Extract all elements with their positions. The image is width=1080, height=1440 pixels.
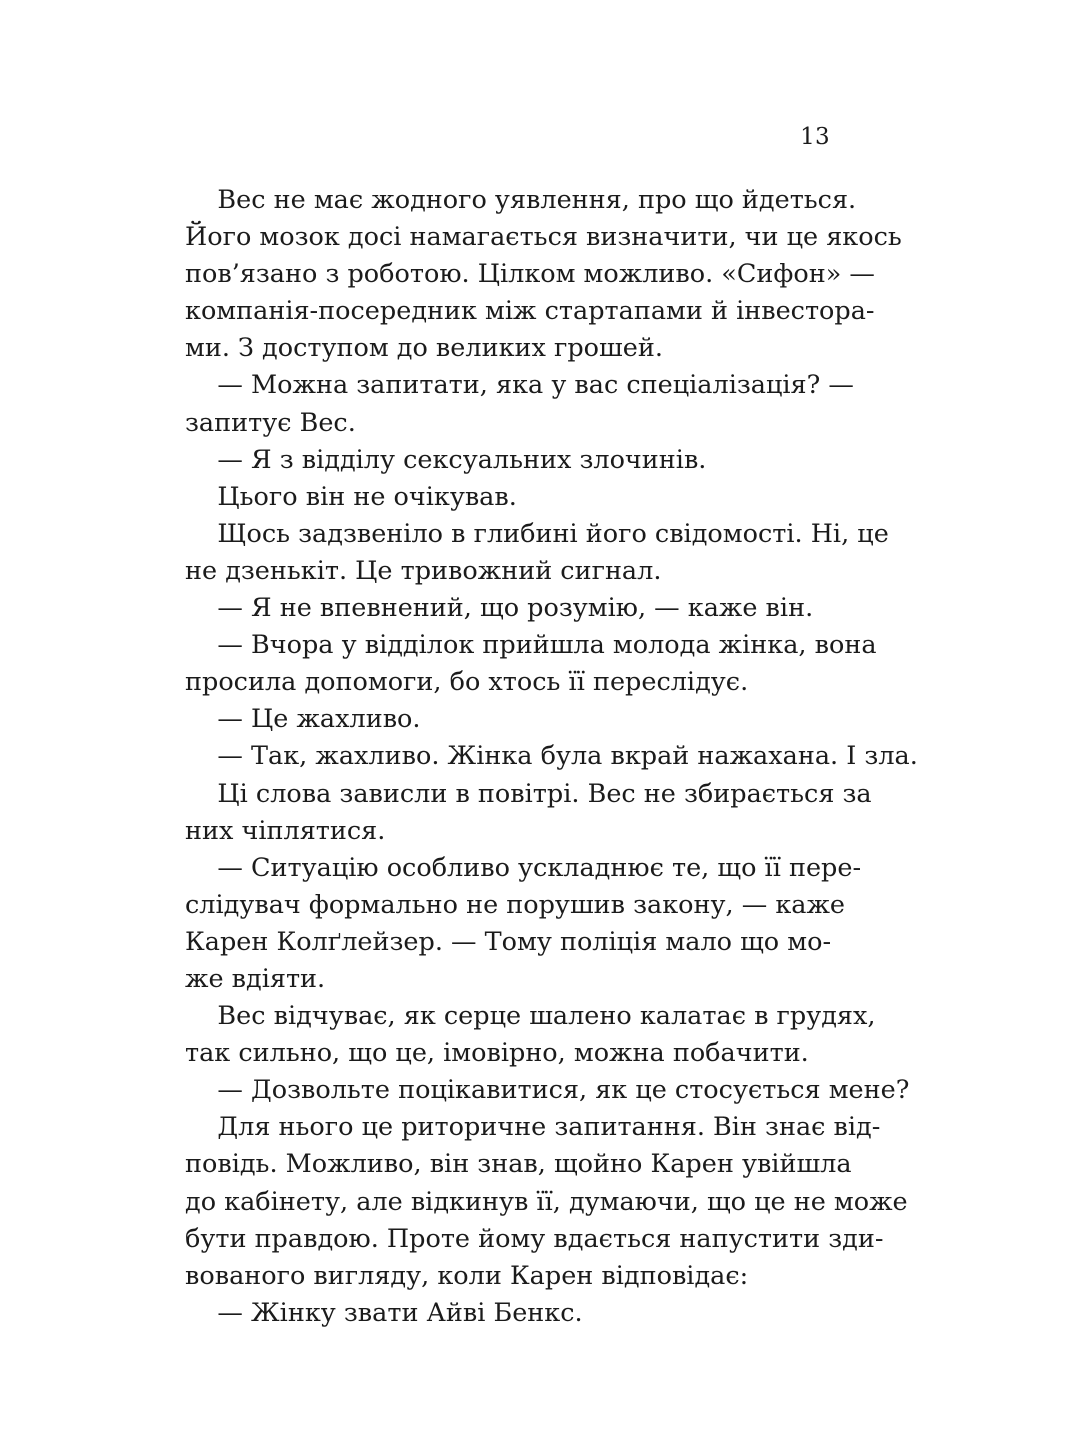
text-line: — Так, жахливо. Жінка була вкрай нажахана. І зла. (185, 741, 918, 772)
paragraph (185, 1072, 910, 1109)
text-line: не дзенькіт. Це тривожний сигнал. (185, 555, 662, 586)
text-line: — Вчора у відділок прийшла молода жінка, вона (185, 630, 877, 661)
text-line: — Можна запитати, яка у вас спеціалізація? — (185, 370, 854, 401)
text-line: запитує Вес. (185, 407, 356, 438)
body-text-block (185, 182, 918, 1332)
paragraph (185, 701, 832, 738)
text-line: — Дозвольте поцікавитися, як це стосується мене? (185, 1075, 910, 1106)
text-line: компанія-посередник між стартапами й інвестора- (185, 296, 875, 327)
paragraph (185, 776, 872, 850)
paragraph (185, 516, 889, 590)
paragraph (185, 627, 877, 701)
text-line: них чіплятися. (185, 815, 386, 846)
text-line: бути правдою. Проте йому вдається напустити зди- (185, 1223, 884, 1254)
text-line: Карен Колґлейзер. — Тому поліція мало що мо- (185, 926, 832, 957)
paragraph (185, 182, 902, 367)
text-line: — Це жахливо. (185, 704, 421, 735)
page-number: 13 (800, 124, 830, 150)
paragraph (185, 850, 862, 998)
text-line: до кабінету, але відкинув її, думаючи, що це не може (185, 1186, 908, 1217)
text-line: ми. З доступом до великих грошей. (185, 333, 663, 364)
text-line: — Я з відділу сексуальних злочинів. (185, 444, 707, 475)
text-line: Вес відчуває, як серце шалено калатає в грудях, (185, 1001, 876, 1032)
text-line: Ці слова зависли в повітрі. Вес не збирається за (185, 778, 872, 809)
paragraph (185, 367, 854, 441)
text-line: так сильно, що це, імовірно, можна побачити. (185, 1038, 809, 1069)
paragraph (185, 1109, 908, 1294)
paragraph (185, 590, 832, 627)
text-line: — Жінку звати Айві Бенкс. (185, 1297, 583, 1328)
paragraph (185, 479, 832, 516)
text-line: Щось задзвеніло в глибині його свідомості. Ні, це (185, 518, 889, 549)
text-line: Цього він не очікував. (185, 481, 517, 512)
paragraph (185, 998, 876, 1072)
text-line: повідь. Можливо, він знав, щойно Карен увійшла (185, 1149, 852, 1180)
text-line: слідувач формально не порушив закону, — каже (185, 889, 846, 920)
text-line: пов’язано з роботою. Цілком можливо. «Сифон» — (185, 259, 875, 290)
folio-area (185, 124, 830, 150)
text-line: — Ситуацію особливо ускладнює те, що її пере- (185, 852, 862, 883)
paragraph (185, 738, 918, 775)
text-line: Вес не має жодного уявлення, про що йдеться. (185, 185, 857, 215)
paragraph (185, 442, 832, 479)
text-line: же вдіяти. (185, 963, 326, 994)
text-line: просила допомоги, бо хтось її переслідує. (185, 667, 749, 698)
text-line: вованого вигляду, коли Карен відповідає: (185, 1260, 749, 1291)
text-line: — Я не впевнений, що розумію, — каже він. (185, 593, 814, 624)
paragraph (185, 1295, 832, 1332)
text-line: Його мозок досі намагається визначити, чи це якось (185, 222, 902, 253)
text-line: Для нього це риторичне запитання. Він знає від- (185, 1112, 881, 1143)
